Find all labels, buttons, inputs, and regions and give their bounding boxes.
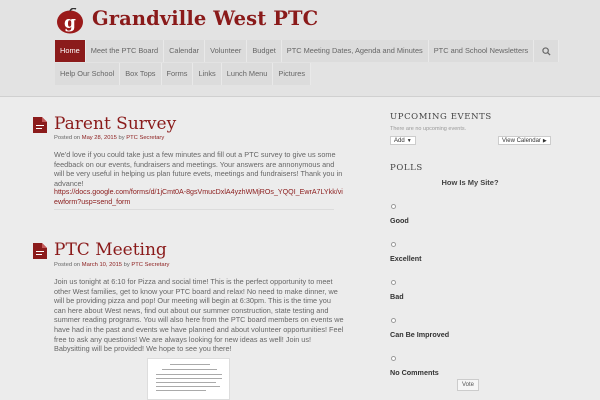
post-body — [54, 277, 344, 354]
post-body — [54, 150, 344, 208]
site-title[interactable]: Grandville West PTC — [92, 7, 319, 30]
post-text: We'd love if you could take just a few minutes and fill out a PTC survey to give us some feedback on our events, fundraisers and meetings. Your answers are annonymous and will be very useful in helping us plan future evets, meetings and fundraisers! Thank you in advance! — [54, 150, 343, 188]
poll-option — [390, 242, 550, 264]
nav-item-calendar[interactable]: Calendar — [164, 40, 205, 62]
post-author-link[interactable]: PTC Secretary — [126, 135, 165, 141]
nav-item-home[interactable]: Home — [55, 40, 86, 62]
poll-option — [390, 204, 550, 226]
post-date-link[interactable]: May 28, 2015 — [81, 135, 117, 141]
upcoming-events-title: UPCOMING EVENTS — [390, 112, 492, 122]
meta-prefix: Posted on — [54, 135, 81, 141]
nav-item-budget[interactable]: Budget — [247, 40, 281, 62]
flyer-line — [156, 382, 216, 383]
main-nav — [55, 40, 559, 62]
post-ptc-meeting — [33, 240, 343, 360]
events-actions — [390, 136, 550, 148]
poll-radio[interactable] — [391, 356, 396, 361]
post-parent-survey — [33, 114, 343, 204]
post-date-link[interactable]: March 10, 2015 — [81, 262, 123, 268]
flyer-line — [156, 374, 222, 375]
poll-option-label: Excellent — [390, 254, 422, 263]
post-title[interactable]: Parent Survey — [54, 114, 177, 134]
poll-radio[interactable] — [391, 318, 396, 323]
document-icon — [33, 243, 47, 259]
meta-by: by — [118, 135, 125, 141]
poll-option — [390, 318, 550, 340]
poll-option-label: Good — [390, 216, 409, 225]
arrow-right-icon: ▶ — [542, 137, 547, 144]
vote-button[interactable]: Vote — [457, 379, 479, 391]
flyer-line — [156, 386, 220, 387]
meta-by: by — [123, 262, 130, 268]
main-nav-secondary — [55, 63, 311, 85]
post-meta — [54, 135, 164, 141]
nav-item-box-tops[interactable]: Box Tops — [120, 63, 161, 85]
meta-prefix: Posted on — [54, 262, 81, 268]
poll-option — [390, 280, 550, 302]
flyer-line — [156, 378, 222, 379]
post-author-link[interactable]: PTC Secretary — [131, 262, 170, 268]
add-label: Add — [394, 137, 405, 144]
survey-link[interactable]: https://docs.google.com/forms/d/1jCmt0A-8gsVmucDxlA4yzhWMjROs_YQQI_EwrA7LYkk/viewform?usp=send_form — [54, 188, 343, 206]
post-divider — [54, 209, 334, 210]
post-text: Join us tonight at 6:10 for Pizza and social time! This is the perfect opportunity to meet other West families, get to know your PTC board and relax! No need to make dinner, we will be providing pizza and pop! Our meeting will begin at 6:30pm. This is the time you can here about West news, find out about our summer construction, state testing and summer reading programs. You will also here from the PTC board members on events we have had in the past and events we have planned and about volunteer opportunities! Feel free to ask any questions! We are always looking for new ideas as well! Join us! Babysitting will be provided! We hope to see you there! — [54, 277, 344, 354]
site-header — [0, 0, 600, 97]
caret-down-icon: ▼ — [406, 137, 412, 144]
view-calendar-button[interactable] — [498, 136, 551, 145]
poll-question: How Is My Site? — [441, 178, 499, 187]
apple-g-logo-icon[interactable] — [55, 8, 85, 34]
nav-item-volunteer[interactable]: Volunteer — [205, 40, 247, 62]
poll-radio[interactable] — [391, 242, 396, 247]
post-title[interactable]: PTC Meeting — [54, 240, 167, 260]
nav-item-links[interactable]: Links — [193, 63, 221, 85]
nav-item-forms[interactable]: Forms — [162, 63, 194, 85]
svg-text:g: g — [64, 13, 76, 33]
poll-option-label: No Comments — [390, 368, 439, 377]
flyer-thumbnail[interactable] — [147, 358, 230, 400]
nav-item-pictures[interactable]: Pictures — [273, 63, 311, 85]
no-events-text: There are no upcoming events. — [390, 126, 467, 132]
nav-search-button[interactable] — [534, 40, 559, 62]
flyer-line — [156, 390, 206, 391]
nav-item-ptc-and-school-newsletters[interactable]: PTC and School Newsletters — [429, 40, 534, 62]
sidebar — [390, 112, 550, 377]
poll-option-label: Bad — [390, 292, 404, 301]
search-icon — [542, 47, 551, 56]
document-icon — [33, 117, 47, 133]
nav-item-lunch-menu[interactable]: Lunch Menu — [222, 63, 274, 85]
add-event-button[interactable] — [390, 136, 416, 145]
poll-radio[interactable] — [391, 280, 396, 285]
polls-title: POLLS — [390, 163, 423, 173]
nav-item-help-our-school[interactable]: Help Our School — [55, 63, 120, 85]
poll-option — [390, 356, 550, 378]
flyer-line — [162, 369, 217, 370]
nav-item-ptc-meeting-dates-agenda-and-minutes[interactable]: PTC Meeting Dates, Agenda and Minutes — [282, 40, 429, 62]
post-meta — [54, 262, 169, 268]
flyer-line — [170, 364, 210, 365]
view-calendar-label: View Calendar — [502, 137, 541, 144]
poll-radio[interactable] — [391, 204, 396, 209]
poll-option-label: Can Be Improved — [390, 330, 450, 339]
nav-item-meet-the-ptc-board[interactable]: Meet the PTC Board — [86, 40, 164, 62]
